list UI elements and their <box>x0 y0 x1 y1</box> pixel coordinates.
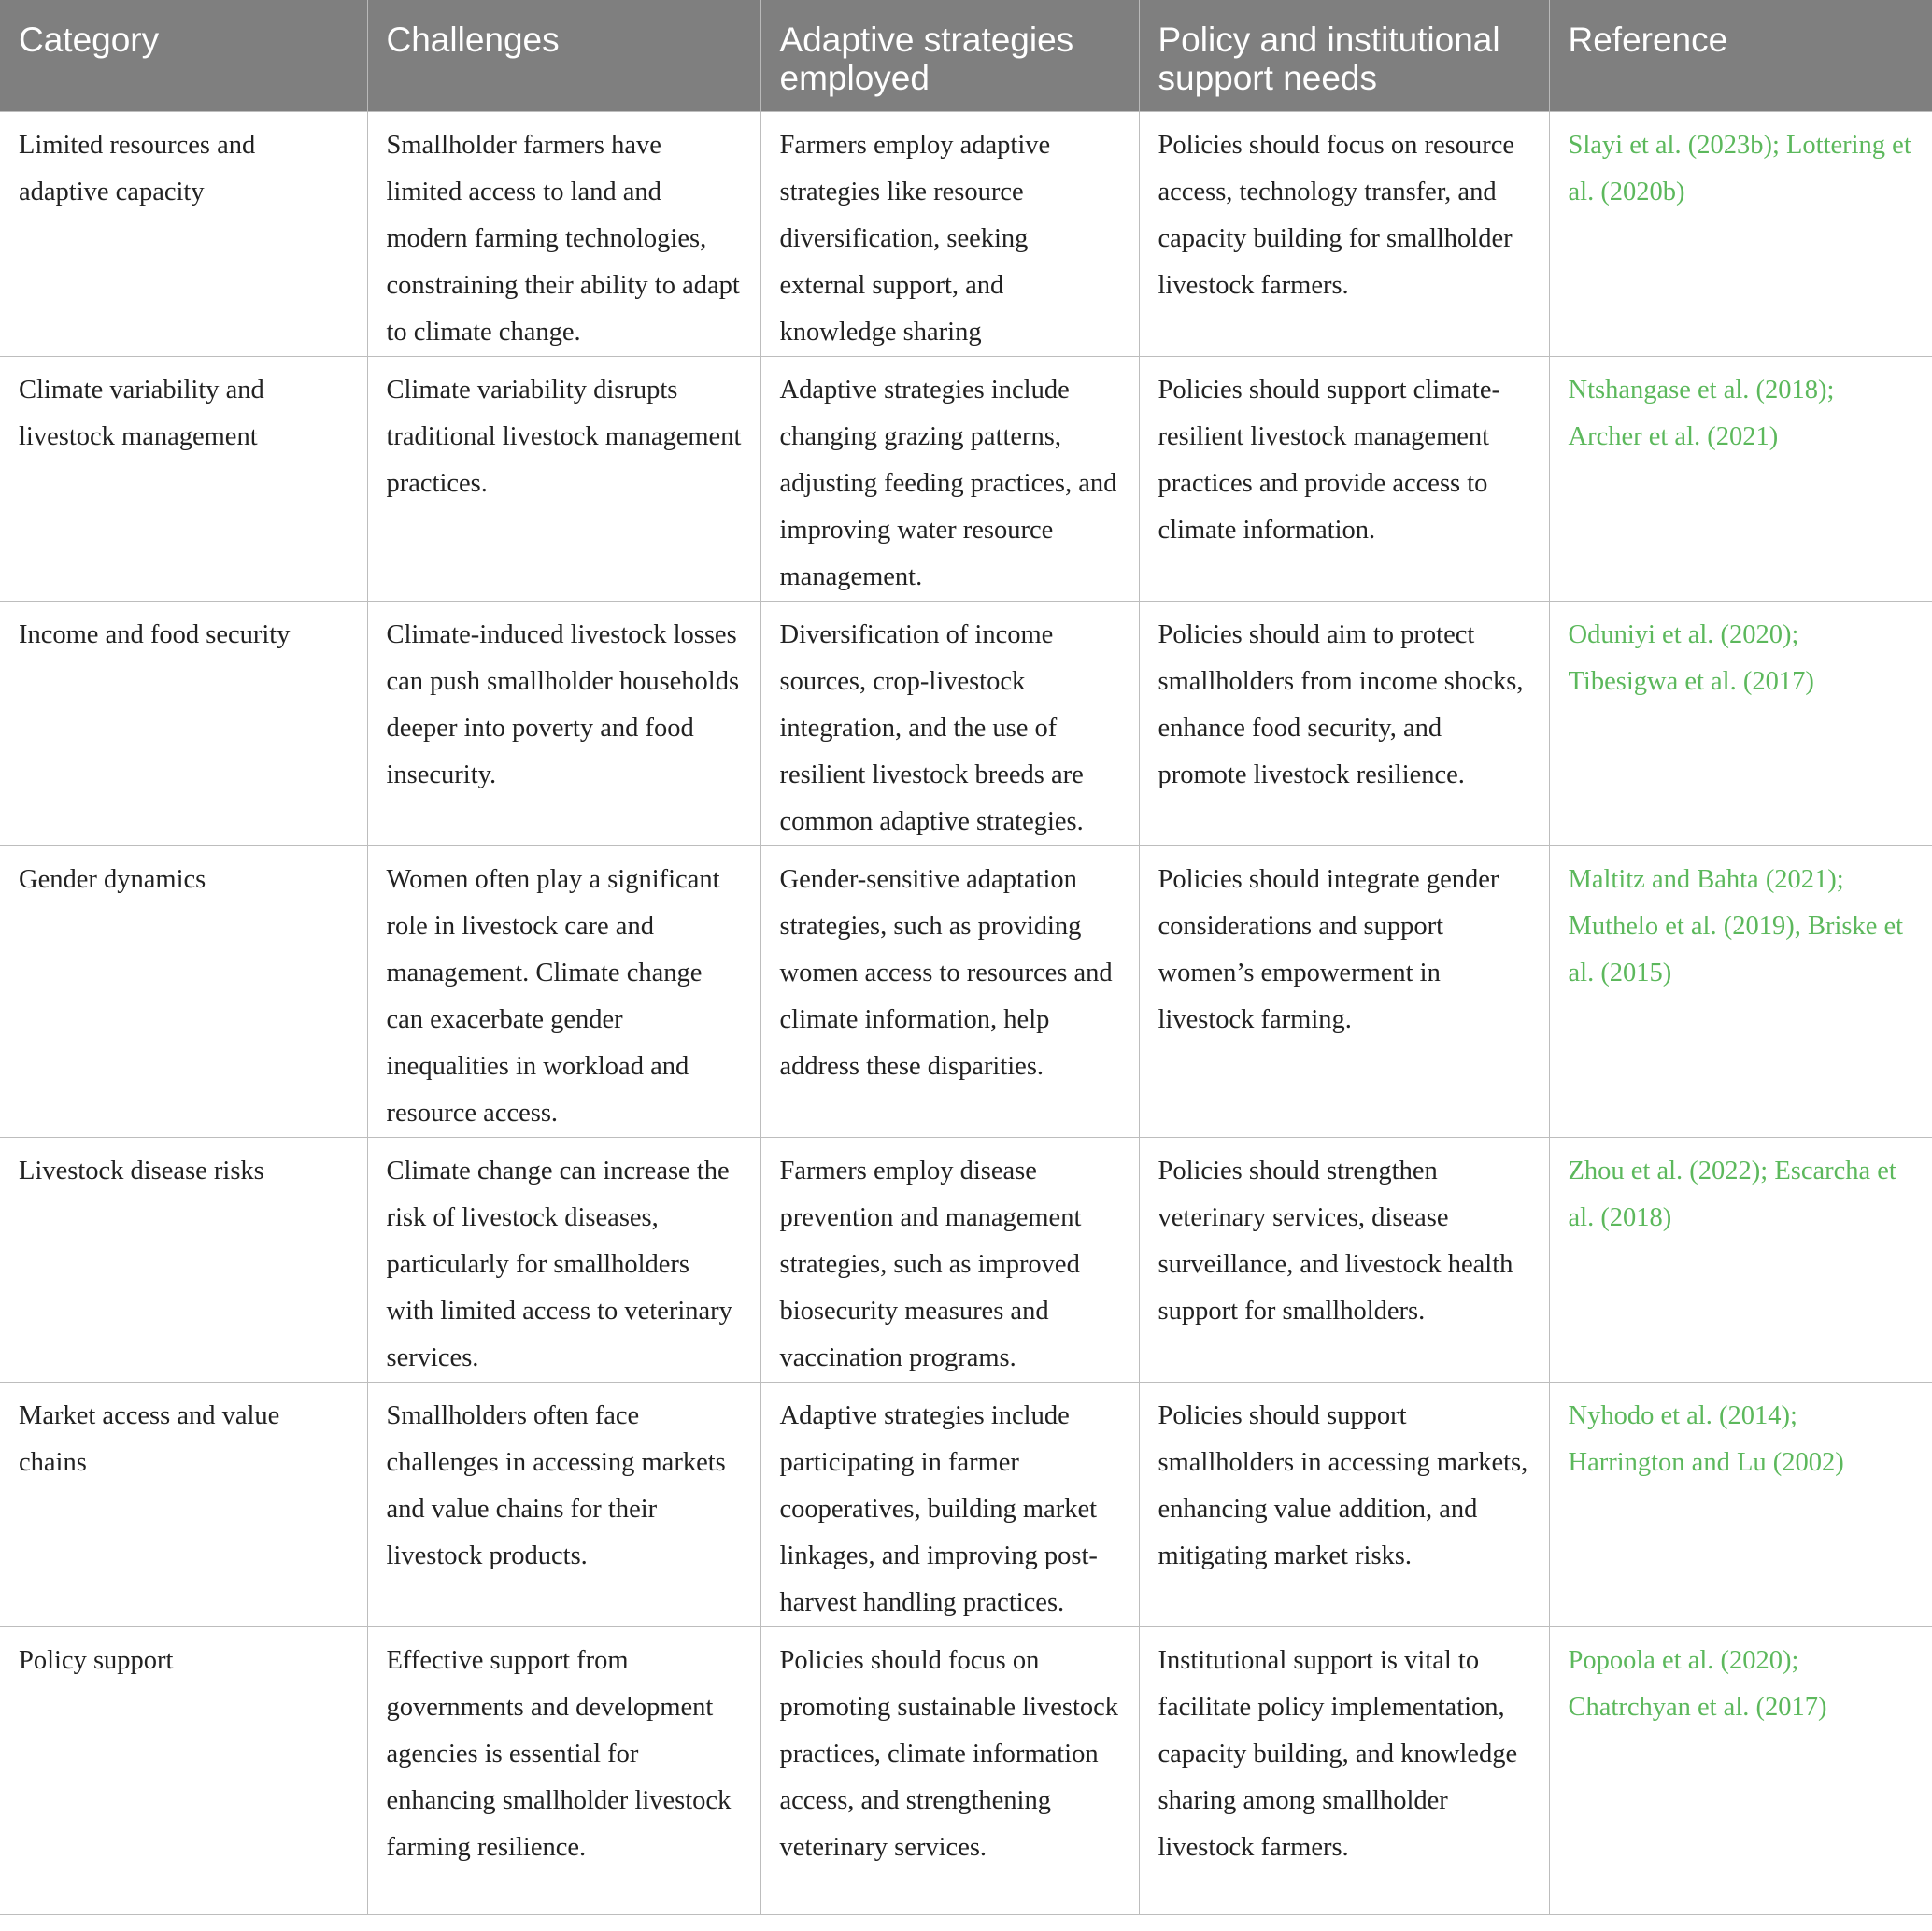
header-category: Category <box>0 0 367 111</box>
cell-reference-link[interactable]: Maltitz and Bahta (2021); Muthelo et al. (2019), Briske et al. (2015) <box>1549 845 1932 1137</box>
cell-challenges: Women often play a significant role in livestock care and management. Climate change can exacerbate gender inequalities in workload and resource access. <box>367 845 760 1137</box>
cell-category: Climate variability and livestock management <box>0 356 367 601</box>
cell-reference-link[interactable]: Zhou et al. (2022); Escarcha et al. (2018) <box>1549 1137 1932 1382</box>
header-challenges: Challenges <box>367 0 760 111</box>
cell-strategies: Farmers employ adaptive strategies like resource diversification, seeking external support, and knowledge sharing <box>760 111 1139 356</box>
cell-strategies: Gender-sensitive adaptation strategies, such as providing women access to resources and climate information, help address these disparities. <box>760 845 1139 1137</box>
cell-category: Income and food security <box>0 601 367 845</box>
cell-policy: Policies should support climate-resilient livestock management practices and provide access to climate information. <box>1139 356 1549 601</box>
cell-policy: Policies should integrate gender considerations and support women’s empowerment in livestock farming. <box>1139 845 1549 1137</box>
cell-strategies: Farmers employ disease prevention and management strategies, such as improved biosecurity measures and vaccination programs. <box>760 1137 1139 1382</box>
cell-strategies: Adaptive strategies include participating in farmer cooperatives, building market linkages, and improving post-harvest handling practices. <box>760 1382 1139 1626</box>
header-row <box>0 0 1932 111</box>
cell-category: Gender dynamics <box>0 845 367 1137</box>
cell-challenges: Climate variability disrupts traditional livestock management practices. <box>367 356 760 601</box>
cell-reference-link[interactable]: Nyhodo et al. (2014); Harrington and Lu (2002) <box>1549 1382 1932 1626</box>
cell-policy: Policies should aim to protect smallholders from income shocks, enhance food security, and promote livestock resilience. <box>1139 601 1549 845</box>
cell-challenges: Climate-induced livestock losses can push smallholder households deeper into poverty and food insecurity. <box>367 601 760 845</box>
cell-strategies: Diversification of income sources, crop-livestock integration, and the use of resilient livestock breeds are common adaptive strategies. <box>760 601 1139 845</box>
table-row <box>0 1137 1932 1382</box>
cell-policy: Policies should strengthen veterinary services, disease surveillance, and livestock health support for smallholders. <box>1139 1137 1549 1382</box>
table-row <box>0 1626 1932 1914</box>
cell-reference-link[interactable]: Oduniyi et al. (2020); Tibesigwa et al. (2017) <box>1549 601 1932 845</box>
cell-policy: Policies should support smallholders in accessing markets, enhancing value addition, and mitigating market risks. <box>1139 1382 1549 1626</box>
table-row <box>0 601 1932 845</box>
cell-challenges: Smallholder farmers have limited access to land and modern farming technologies, constraining their ability to adapt to climate change. <box>367 111 760 356</box>
cell-policy: Institutional support is vital to facilitate policy implementation, capacity building, and knowledge sharing among smallholder livestock farmers. <box>1139 1626 1549 1914</box>
cell-strategies: Adaptive strategies include changing grazing patterns, adjusting feeding practices, and improving water resource management. <box>760 356 1139 601</box>
header-policy-support-needs: Policy and institutional support needs <box>1139 0 1549 111</box>
cell-category: Policy support <box>0 1626 367 1914</box>
cell-reference-link[interactable]: Slayi et al. (2023b); Lottering et al. (2020b) <box>1549 111 1932 356</box>
cell-challenges: Smallholders often face challenges in accessing markets and value chains for their livestock products. <box>367 1382 760 1626</box>
cell-category: Limited resources and adaptive capacity <box>0 111 367 356</box>
cell-reference-link[interactable]: Ntshangase et al. (2018); Archer et al. (2021) <box>1549 356 1932 601</box>
table-row <box>0 356 1932 601</box>
table-row <box>0 111 1932 356</box>
table-header <box>0 0 1932 111</box>
cell-reference-link[interactable]: Popoola et al. (2020); Chatrchyan et al. (2017) <box>1549 1626 1932 1914</box>
cell-strategies: Policies should focus on promoting sustainable livestock practices, climate information access, and strengthening veterinary services. <box>760 1626 1139 1914</box>
cell-challenges: Effective support from governments and development agencies is essential for enhancing smallholder livestock farming resilience. <box>367 1626 760 1914</box>
cell-category: Livestock disease risks <box>0 1137 367 1382</box>
cell-challenges: Climate change can increase the risk of livestock diseases, particularly for smallholders with limited access to veterinary services. <box>367 1137 760 1382</box>
cell-category: Market access and value chains <box>0 1382 367 1626</box>
table-row <box>0 1382 1932 1626</box>
header-reference: Reference <box>1549 0 1932 111</box>
table-row <box>0 845 1932 1137</box>
header-adaptive-strategies: Adaptive strategies employed <box>760 0 1139 111</box>
cell-policy: Policies should focus on resource access, technology transfer, and capacity building for smallholder livestock farmers. <box>1139 111 1549 356</box>
table-body <box>0 111 1932 1914</box>
